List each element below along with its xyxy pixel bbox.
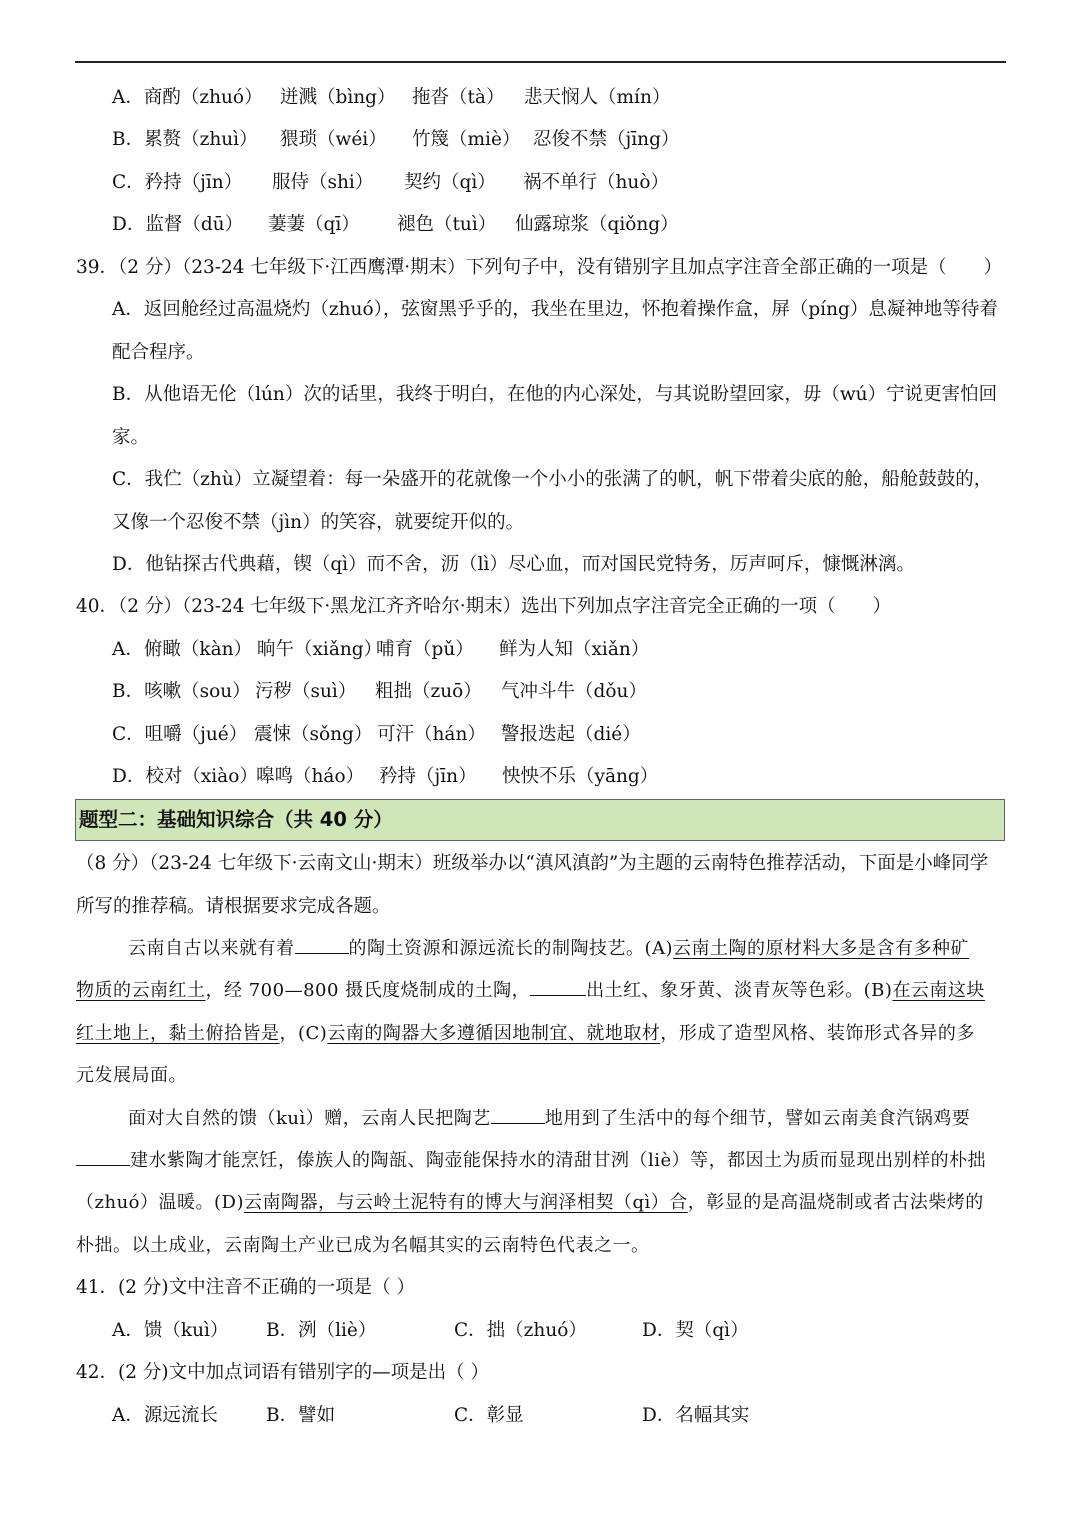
underlined-sentence-a-cont: 物质的云南红土 bbox=[76, 980, 206, 1001]
q41-option-d: D．契（qì） bbox=[642, 1320, 749, 1341]
passage-text: 出土红、象牙黄、淡青灰等色彩。(B) bbox=[586, 980, 893, 1001]
q38-option-c-1: C．矜持（jīn） bbox=[112, 172, 243, 193]
q38-option-b-2: 猥琐（wéi） bbox=[280, 129, 387, 150]
blank-2 bbox=[530, 977, 586, 996]
q39-option-b: B．从他语无伦（lún）次的话里，我终于明白，在他的内心深处，与其说盼望回家，毋（wú）宁说更害怕回 bbox=[112, 384, 998, 405]
q39-option-c-cont: 又像一个忍俊不禁（jìn）的笑容，就要绽开似的。 bbox=[112, 512, 525, 533]
passage-text: ，彰显的是高温烧制或者古法柴烤的 bbox=[687, 1192, 984, 1213]
q38-option-d-1: D．监督（dū） bbox=[112, 214, 244, 235]
q40-option-a-1: A．俯瞰（kàn） bbox=[112, 639, 253, 660]
q40-option-c-4: 警报迭起（dié） bbox=[501, 724, 641, 745]
q39-option-a: A．返回舱经过高温烧灼（zhuó），弦窗黑乎乎的，我坐在里边，怀抱着操作盒，屏（píng）息凝神地等待着 bbox=[112, 299, 998, 320]
passage-text: 云南自古以来就有着 bbox=[128, 938, 295, 959]
q38-option-c-3: 契约（qì） bbox=[404, 172, 496, 193]
q40-option-b-1: B．咳嗽（sou） bbox=[112, 681, 251, 702]
q41-option-a: A．馈（kuì） bbox=[112, 1320, 229, 1341]
passage-intro-line-1: （8 分）（23-24 七年级下·云南文山·期末）班级举办以“滇风滇韵”为主题的云南特色推荐活动，下面是小峰同学 bbox=[76, 853, 989, 874]
q39-option-a-cont: 配合程序。 bbox=[112, 342, 205, 363]
passage-p2-line-3 bbox=[76, 1182, 984, 1224]
q40-option-d-3: 矜持（jīn） bbox=[379, 766, 477, 787]
q38-option-a-4: 悲天悯人（mín） bbox=[524, 87, 671, 108]
underlined-sentence-a: 云南土陶的原材料大多是含有多种矿 bbox=[673, 938, 970, 959]
q38-option-d-3: 褪色（tuì） bbox=[397, 214, 497, 235]
q40-stem: 40．（2 分）（23-24 七年级下·黑龙江齐齐哈尔·期末）选出下列加点字注音完全正确的一项（ ） bbox=[76, 596, 892, 617]
q40-option-b-4: 气冲斗牛（dǒu） bbox=[501, 681, 647, 702]
q41-option-b: B．洌（liè） bbox=[266, 1320, 377, 1341]
q38-option-b-4: 忍俊不禁（jīng） bbox=[533, 129, 680, 150]
q38-option-d-2: 萋萋（qī） bbox=[268, 214, 360, 235]
q38-option-b-3: 竹篾（miè） bbox=[412, 129, 521, 150]
q40-option-b-2: 污秽（suì） bbox=[255, 681, 357, 702]
passage-p1-line-3 bbox=[76, 1013, 975, 1055]
passage-text: ，形成了造型风格、装饰形式各异的多 bbox=[660, 1023, 975, 1044]
q40-option-c-2: 震悚（sǒng） bbox=[254, 724, 373, 745]
blank-1 bbox=[295, 935, 349, 954]
q40-option-c-1: C．咀嚼（jué） bbox=[112, 724, 248, 745]
q38-option-a-2: 迸溅（bìng） bbox=[280, 87, 396, 108]
underlined-sentence-d: 云南陶器，与云岭土泥特有的博大与润泽相契（qì）合 bbox=[243, 1192, 688, 1213]
q40-option-c-3: 可汗（hán） bbox=[377, 724, 486, 745]
underlined-sentence-c: 云南的陶器大多遵循因地制宜、就地取材 bbox=[327, 1023, 661, 1044]
underlined-sentence-b-cont: 红土地上，黏土俯拾皆是 bbox=[76, 1023, 280, 1044]
section-banner: 题型二：基础知识综合（共 40 分） bbox=[75, 799, 1005, 841]
q39-option-c: C．我伫（zhù）立凝望着：每一朵盛开的花就像一个小小的张满了的帆，帆下带着尖底的舱，船舱鼓鼓的， bbox=[112, 469, 993, 490]
q42-option-b: B．譬如 bbox=[266, 1405, 336, 1426]
q42-option-d: D．名幅其实 bbox=[642, 1405, 750, 1426]
passage-text: 面对大自然的馈（kuì）赠，云南人民把陶艺 bbox=[128, 1108, 491, 1129]
passage-text: （zhuó）温暖。(D) bbox=[76, 1192, 244, 1213]
q42-option-c: C．彰显 bbox=[454, 1405, 524, 1426]
q39-option-b-cont: 家。 bbox=[112, 427, 150, 448]
q41-stem: 41．(2 分)文中注音不正确的一项是（ ） bbox=[76, 1277, 416, 1298]
passage-p2-line-1 bbox=[128, 1098, 970, 1140]
q38-option-c-2: 服侍（shi） bbox=[272, 172, 374, 193]
passage-text: 地用到了生活中的每个细节，譬如云南美食汽锅鸡要 bbox=[544, 1108, 971, 1129]
q42-option-a: A．源远流长 bbox=[112, 1405, 218, 1426]
passage-p2-line-4: 朴拙。以土成业，云南陶土产业已成为名幅其实的云南特色代表之一。 bbox=[76, 1235, 650, 1256]
q42-stem: 42．(2 分)文中加点词语有错别字的—项是出（ ） bbox=[76, 1362, 490, 1383]
q40-option-d-2: 嗥鸣（háo） bbox=[256, 766, 365, 787]
q38-option-a-1: A．商酌（zhuó） bbox=[112, 87, 263, 108]
passage-text: ，(C) bbox=[279, 1023, 328, 1044]
blank-4 bbox=[76, 1147, 130, 1166]
passage-text: 的陶土资源和源远流长的制陶技艺。(A) bbox=[348, 938, 674, 959]
passage-text: ，经 700—800 摄氏度烧制成的土陶， bbox=[205, 980, 531, 1001]
q38-option-d-4: 仙露琼浆（qiǒng） bbox=[515, 214, 679, 235]
q39-option-d: D．他钻探古代典藉，锲（qì）而不舍，沥（lì）尽心血，而对国民党特务，厉声呵斥，慷慨淋漓。 bbox=[112, 554, 915, 575]
passage-p1-line-4: 元发展局面。 bbox=[76, 1065, 187, 1086]
q40-option-a-2: 晌午（xiǎng） bbox=[257, 639, 383, 660]
q39-stem: 39．（2 分）（23-24 七年级下·江西鹰潭·期末）下列句子中，没有错别字且加点字注音全部正确的一项是（ ） bbox=[76, 257, 1003, 278]
q40-option-a-3: 哺育（pǔ） bbox=[376, 639, 474, 660]
q40-option-a-4: 鲜为人知（xiǎn） bbox=[499, 639, 650, 660]
q41-option-c: C．拙（zhuó） bbox=[454, 1320, 587, 1341]
passage-p1-line-1 bbox=[128, 928, 969, 970]
q38-option-b-1: B．累赘（zhuì） bbox=[112, 129, 258, 150]
passage-p1-line-2 bbox=[76, 970, 985, 1012]
q38-option-a-3: 拖沓（tà） bbox=[412, 87, 505, 108]
q40-option-b-3: 粗拙（zuō） bbox=[375, 681, 482, 702]
q40-option-d-4: 怏怏不乐（yāng） bbox=[502, 766, 659, 787]
blank-3 bbox=[491, 1105, 545, 1124]
passage-p2-line-2 bbox=[76, 1140, 986, 1182]
header-rule bbox=[75, 61, 1006, 63]
passage-intro-line-2: 所写的推荐稿。请根据要求完成各题。 bbox=[76, 896, 391, 917]
underlined-sentence-b: 在云南这块 bbox=[892, 980, 985, 1001]
passage-text: 建水紫陶才能烹饪，傣族人的陶瓿、陶壶能保持水的清甜甘洌（liè）等，都因土为质而显现出别样的朴拙 bbox=[130, 1150, 987, 1171]
q38-option-c-4: 祸不单行（huò） bbox=[523, 172, 669, 193]
q40-option-d-1: D．校对（xiào） bbox=[112, 766, 258, 787]
